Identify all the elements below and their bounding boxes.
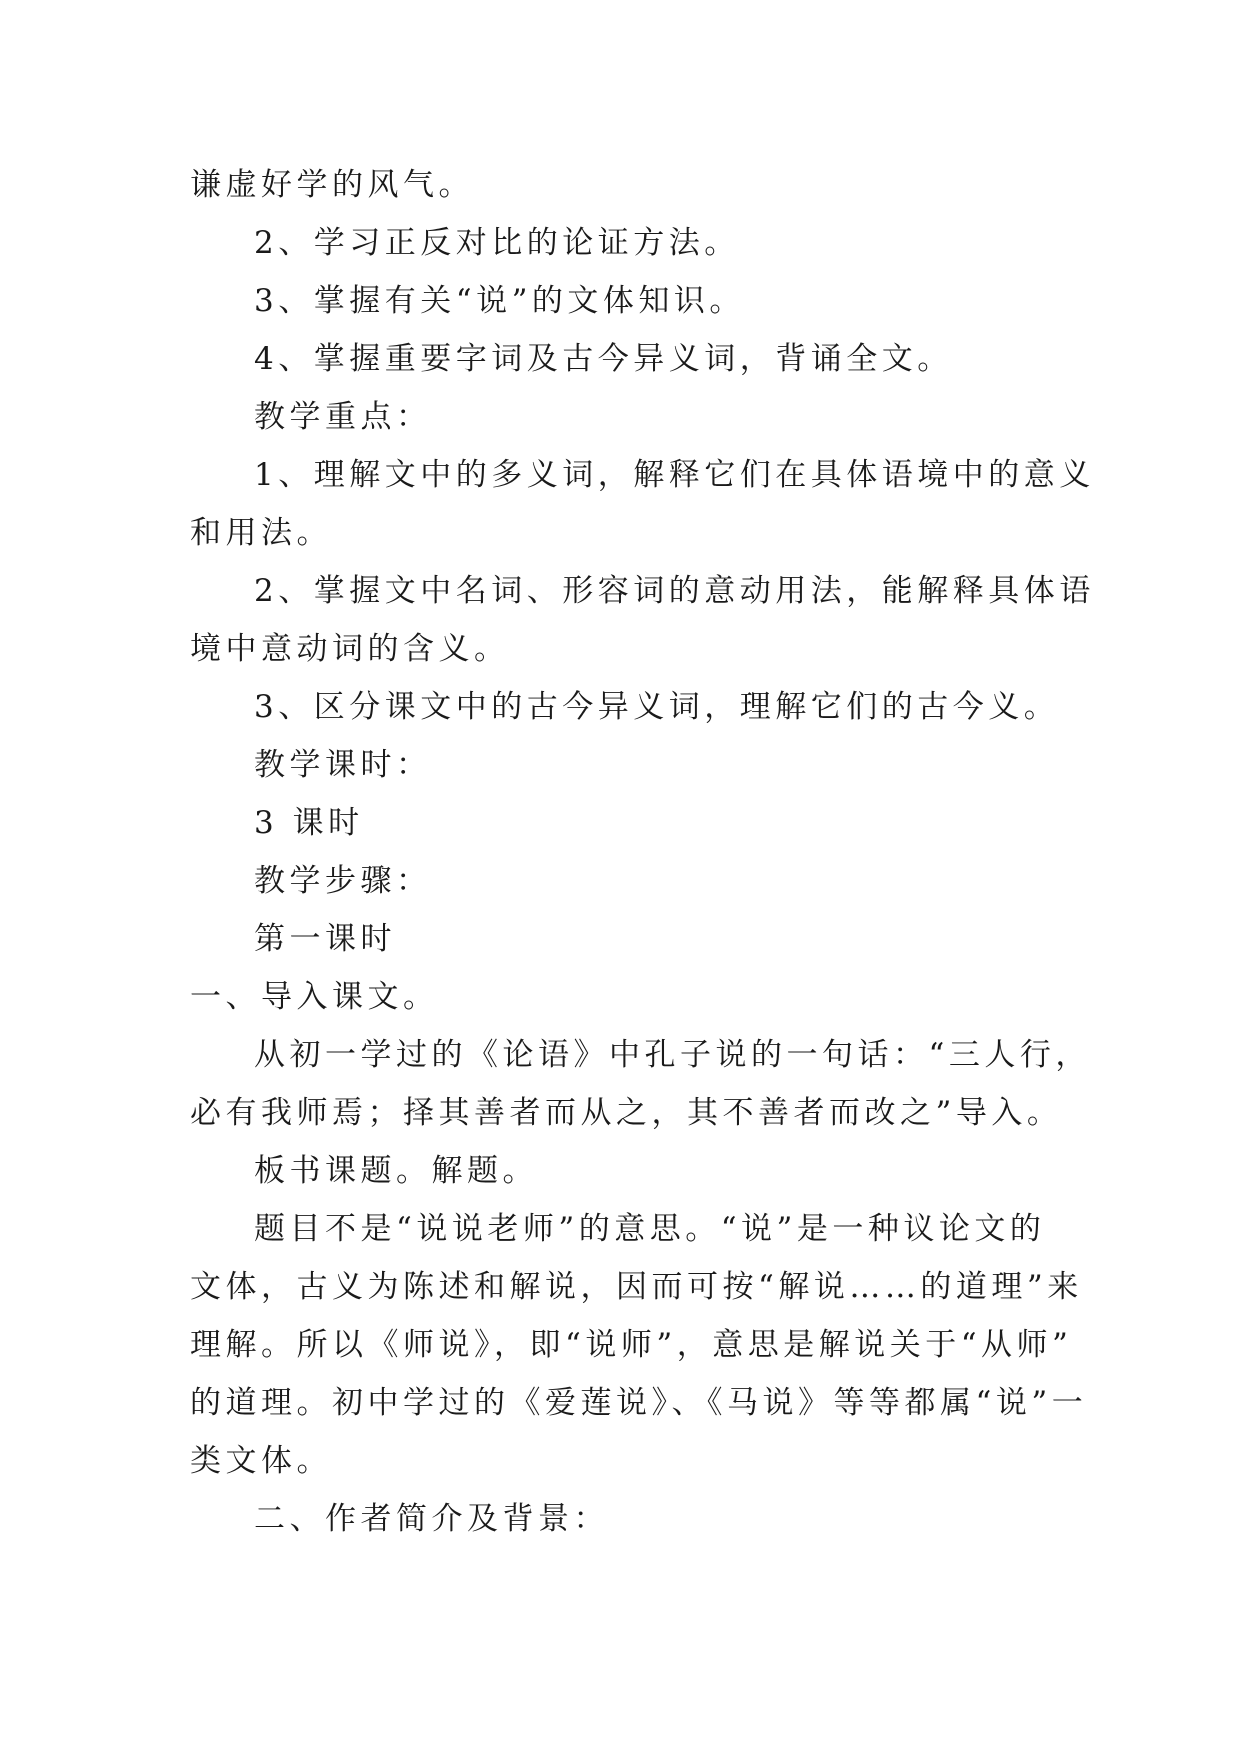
section-heading: 一、导入课文。 [190, 979, 439, 1015]
text-line: 的道理。初中学过的《爱莲说》、《马说》等等都属“说”一 [190, 1385, 1088, 1421]
text-line: 3、掌握有关“说”的文体知识。 [254, 283, 745, 319]
text-line: 和用法。 [190, 515, 332, 551]
text-line: 必有我师焉；择其善者而从之，其不善者而改之”导入。 [190, 1095, 1063, 1131]
text-line: 理解。所以《师说》，即“说师”，意思是解说关于“从师” [190, 1327, 1073, 1363]
section-heading: 二、作者简介及背景： [254, 1501, 609, 1537]
section-heading: 教学步骤： [254, 863, 432, 899]
text-line: 文体，古义为陈述和解说，因而可按“解说……的道理”来 [190, 1269, 1083, 1305]
text-line: 从初一学过的《论语》中孔子说的一句话：“三人行， [254, 1037, 1091, 1073]
text-line: 2、学习正反对比的论证方法。 [254, 225, 740, 261]
text-line: 谦虚好学的风气。 [190, 167, 474, 203]
text-line: 4、掌握重要字词及古今异义词，背诵全文。 [254, 341, 953, 377]
text-line: 板书课题。解题。 [254, 1153, 538, 1189]
section-heading: 教学课时： [254, 747, 432, 783]
section-heading: 教学重点： [254, 399, 432, 435]
text-line: 2、掌握文中名词、形容词的意动用法，能解释具体语 [254, 573, 1095, 609]
text-line: 1、理解文中的多义词，解释它们在具体语境中的意义 [254, 457, 1095, 493]
section-heading: 第一课时 [254, 921, 396, 957]
text-line: 3 课时 [254, 805, 364, 841]
text-line: 类文体。 [190, 1443, 332, 1479]
text-line: 境中意动词的含义。 [190, 631, 510, 667]
text-line: 3、区分课文中的古今异义词，理解它们的古今义。 [254, 689, 1060, 725]
text-line: 题目不是“说说老师”的意思。“说”是一种议论文的 [254, 1211, 1046, 1247]
